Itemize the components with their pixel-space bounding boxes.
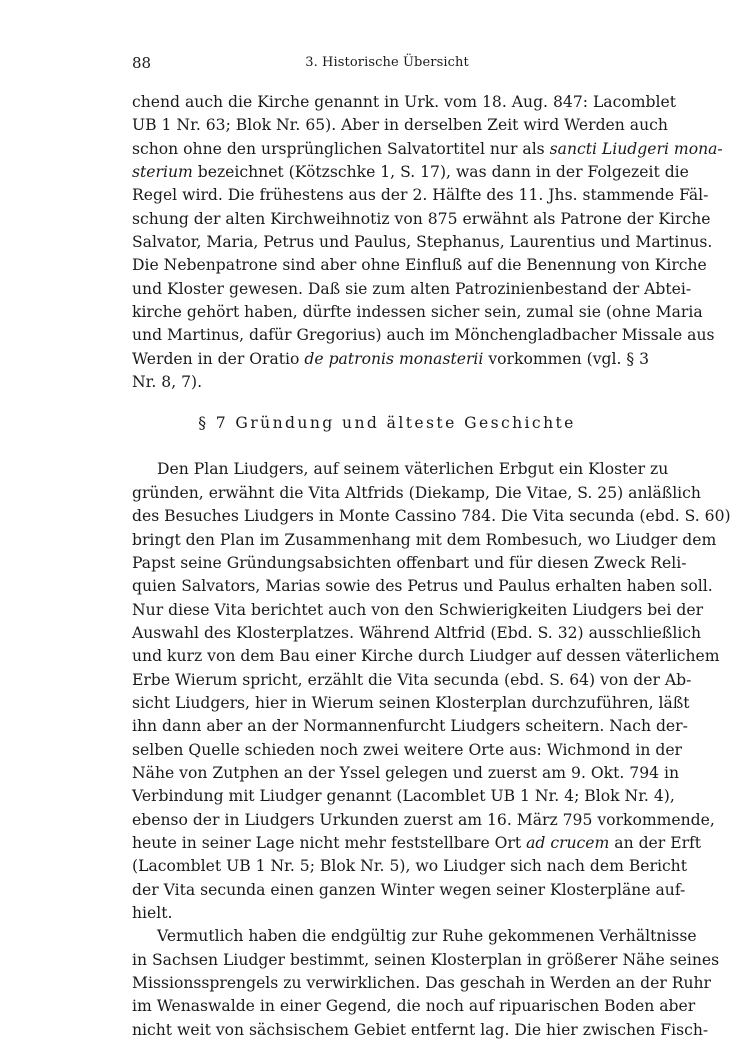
text-line: schon ohne den ursprünglichen Salvatortitel nur als sancti Liudgeri mona-	[132, 139, 723, 158]
text-line: Nur diese Vita berichtet auch von den Schwierigkeiten Liudgers bei der	[132, 600, 704, 619]
text-line: Auswahl des Klosterplatzes. Während Altfrid (Ebd. S. 32) ausschließlich	[132, 623, 702, 642]
text-line: der Vita secunda einen ganzen Winter wegen seiner Klosterpläne auf-	[132, 880, 686, 899]
text-line: Missionssprengels zu verwirklichen. Das geschah in Werden an der Ruhr	[132, 974, 712, 993]
running-head: 3. Historische Übersicht	[305, 55, 469, 70]
text-line: in Sachsen Liudger bestimmt, seinen Klosterplan in größerer Nähe seines	[132, 950, 720, 969]
italic-phrase: de patronis monasterii	[304, 349, 484, 368]
page-body	[132, 91, 731, 1042]
text-line: im Wenaswalde in einer Gegend, die noch auf ripuarischen Boden aber	[132, 997, 696, 1016]
text-line: kirche gehört haben, dürfte indessen sicher sein, zumal sie (ohne Maria	[132, 303, 703, 322]
text-line: UB 1 Nr. 63; Blok Nr. 65). Aber in derselben Zeit wird Werden auch	[132, 116, 668, 135]
text-line: Erbe Wierum spricht, erzählt die Vita secunda (ebd. S. 64) von der Ab-	[132, 670, 692, 689]
text-line: Papst seine Gründungsabsichten offenbart und für diesen Zweck Reli-	[132, 553, 687, 572]
text-line: Verbindung mit Liudger genannt (Lacomblet UB 1 Nr. 4; Blok Nr. 4),	[132, 787, 675, 806]
text-line: chend auch die Kirche genannt in Urk. vom 18. Aug. 847: Lacomblet	[132, 93, 676, 111]
text-line: sicht Liudgers, hier in Wierum seinen Klosterplan durchzuführen, läßt	[132, 693, 690, 712]
text-line: und Martinus, dafür Gregorius) auch im Mönchengladbacher Missale aus	[132, 326, 715, 345]
text-line: des Besuches Liudgers in Monte Cassino 784. Die Vita secunda (ebd. S. 60)	[132, 507, 731, 526]
text-line: gründen, erwähnt die Vita Altfrids (Diekamp, Die Vitae, S. 25) anläßlich	[132, 483, 701, 502]
text-line: schung der alten Kirchweihnotiz von 875 erwähnt als Patrone der Kirche	[132, 209, 711, 228]
text-line: bringt den Plan im Zusammenhang mit dem Rombesuch, wo Liudger dem	[132, 530, 717, 549]
text-line: heute in seiner Lage nicht mehr feststellbare Ort ad crucem an der Erft	[132, 833, 702, 852]
text-line: ihn dann aber an der Normannenfurcht Liudgers scheitern. Nach der-	[132, 717, 688, 736]
text-line: Den Plan Liudgers, auf seinem väterlichen Erbgut ein Kloster zu	[157, 460, 669, 479]
intro-paragraph	[132, 91, 723, 394]
text-line: Salvator, Maria, Petrus und Paulus, Stephanus, Laurentius und Martinus.	[132, 233, 713, 252]
text-line: hielt.	[132, 904, 173, 922]
page-number: 88	[132, 54, 152, 72]
text-line: (Lacomblet UB 1 Nr. 5; Blok Nr. 5), wo Liudger sich nach dem Bericht	[132, 857, 687, 876]
text-line: ebenso der in Liudgers Urkunden zuerst am 16. März 795 vorkommende,	[132, 810, 715, 829]
text-line: selben Quelle schieden noch zwei weitere Orte aus: Wichmond in der	[132, 740, 683, 759]
section-heading: § 7 Gründung und älteste Geschichte	[198, 414, 576, 433]
text-line: Nähe von Zutphen an der Yssel gelegen und zuerst am 9. Okt. 794 in	[132, 763, 680, 782]
text-line: nicht weit von sächsischem Gebiet entfernt lag. Die hier zwischen Fisch-	[132, 1020, 709, 1039]
text-line: Die Nebenpatrone sind aber ohne Einfluß auf die Benennung von Kirche	[132, 256, 707, 275]
text-line: und Kloster gewesen. Daß sie zum alten Patrozinienbestand der Abtei-	[132, 279, 692, 298]
italic-phrase: sterium	[132, 163, 193, 182]
italic-phrase: ad crucem	[526, 833, 610, 852]
text-line: quien Salvators, Marias sowie des Petrus und Paulus erhalten haben soll.	[132, 577, 713, 596]
paragraph-1	[132, 458, 731, 925]
text-line: Nr. 8, 7).	[132, 373, 203, 392]
text-line: und kurz von dem Bau einer Kirche durch Liudger auf dessen väterlichem	[132, 647, 720, 666]
text-line: Werden in der Oratio de patronis monasterii vorkommen (vgl. § 3	[132, 349, 650, 368]
paragraph-2	[132, 925, 720, 1042]
page-header	[132, 54, 642, 76]
text-line: sterium bezeichnet (Kötzschke 1, S. 17), was dann in der Folgezeit die	[132, 163, 689, 182]
italic-phrase: sancti Liudgeri mona-	[549, 139, 723, 158]
text-line: Vermutlich haben die endgültig zur Ruhe gekommenen Verhältnisse	[157, 927, 697, 946]
text-line: Regel wird. Die frühestens aus der 2. Hälfte des 11. Jhs. stammende Fäl-	[132, 186, 709, 205]
